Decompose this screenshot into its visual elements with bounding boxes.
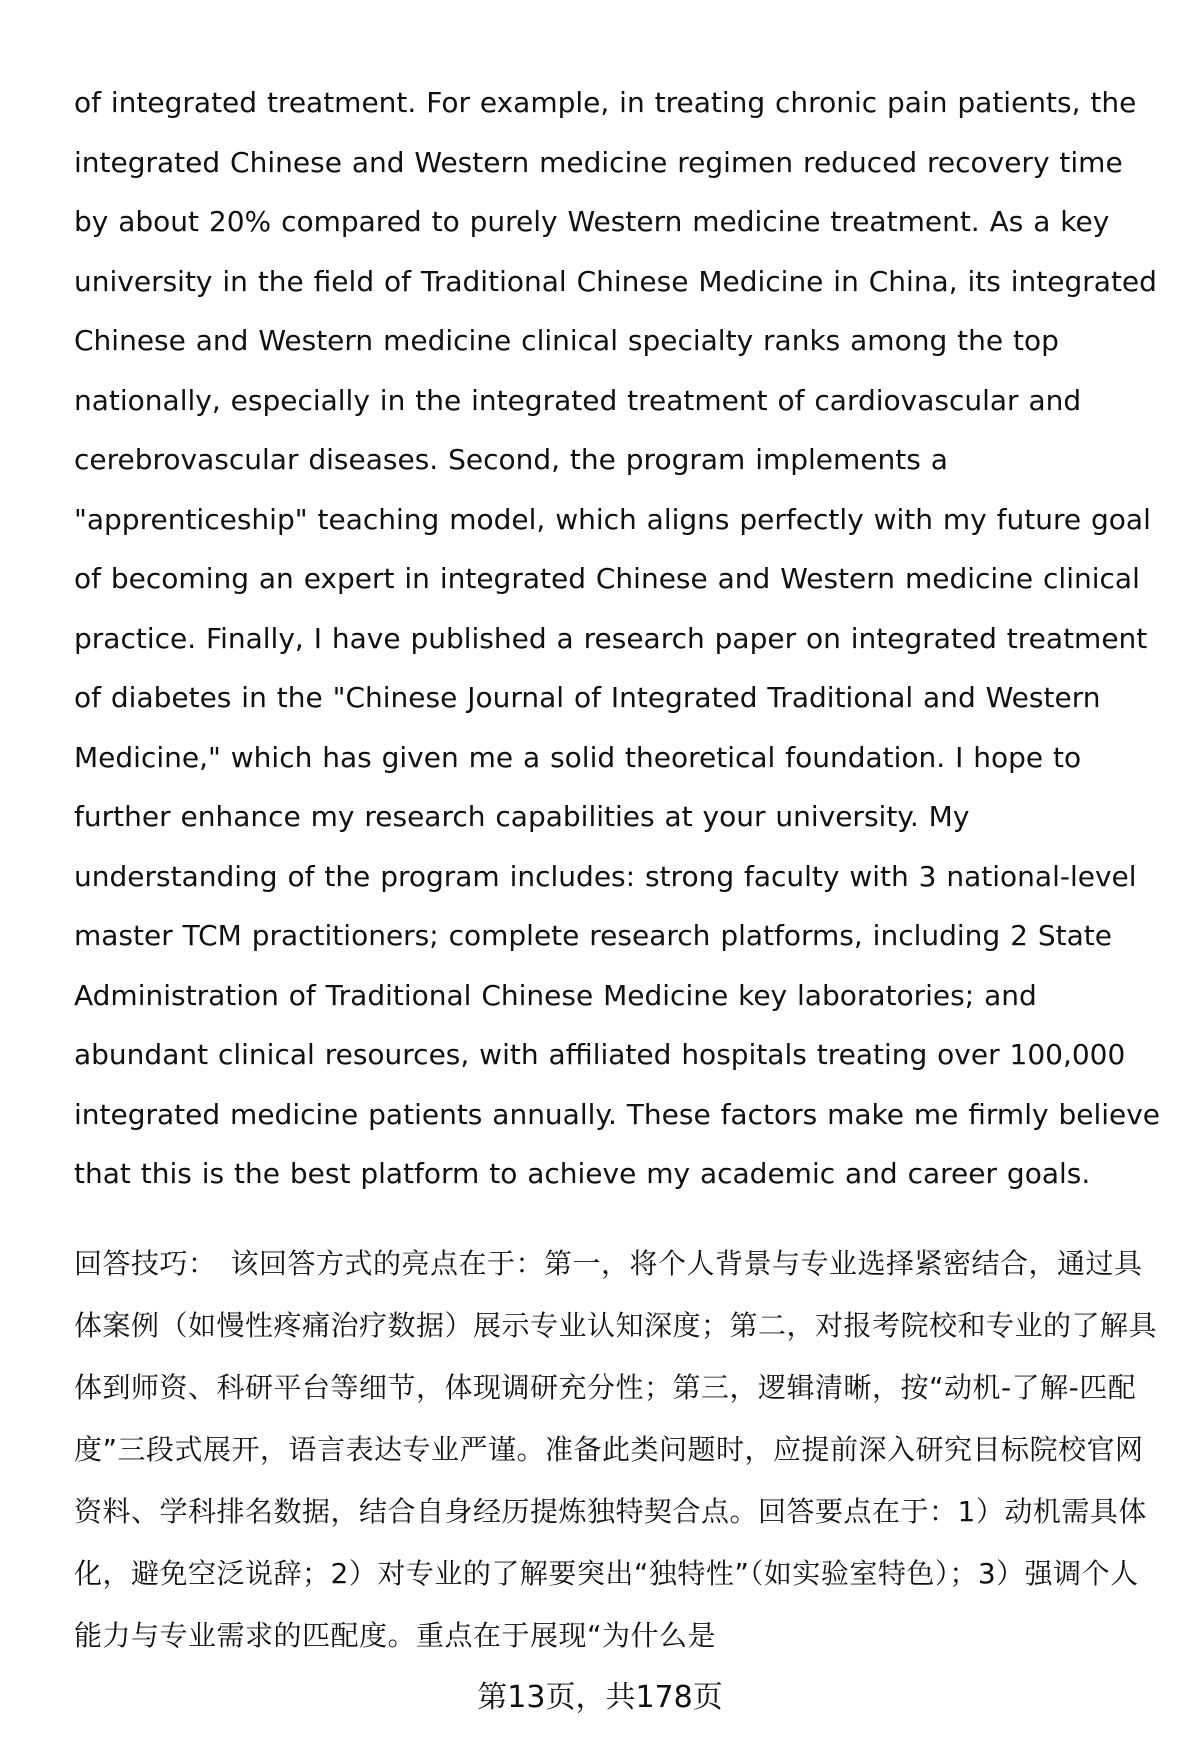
body-paragraph: of integrated treatment. For example, in treating chronic pain patients, the integrated Chinese and Western medicine regimen reduced recovery time by about 20% compared to purely Western medicine treatment. As a key university in the field of Traditional Chinese Medicine in China, its integrated Chinese and Western medicine clinical specialty ranks among the top nationally, especially in the integrated treatment of cardiovascular and cerebrovascular diseases. Second, the program implements a "apprenticeship" teaching model, which aligns perfectly with my future goal of becoming an expert in integrated Chinese and Western medicine clinical practice. Finally, I have published a research paper on integrated treatment of diabetes in the "Chinese Journal of Integrated Traditional and Western Medicine," which has given me a solid theoretical foundation. I hope to further enhance my research capabilities at your university. My understanding of the program includes: strong faculty with 3 national-level master TCM practitioners; complete research platforms, including 2 State Administration of Traditional Chinese Medicine key laboratories; and abundant clinical resources, with affiliated hospitals treating over 100,000 integrated medicine patients annually. These factors make me firmly believe that this is the best platform to achieve my academic and career goals.	[74, 86, 1161, 1190]
answer-tips-paragraph	[74, 1233, 1164, 1667]
answer-tips-label: 回答技巧：	[74, 1247, 217, 1280]
page-number-footer: 第13页，共178页	[477, 1680, 723, 1715]
answer-tips-content: 该回答方式的亮点在于：第一，将个人背景与专业选择紧密结合，通过具体案例（如慢性疼痛治疗数据）展示专业认知深度；第二，对报考院校和专业的了解具体到师资、科研平台等细节，体现调研充分性；第三，逻辑清晰，按“动机-了解-匹配度”三段式展开，语言表达专业严谨。准备此类问题时，应提前深入研究目标院校官网资料、学科排名数据，结合自身经历提炼独特契合点。回答要点在于：1）动机需具体化，避免空泛说辞；2）对专业的了解要突出“独特性”（如实验室特色）；3）强调个人能力与专业需求的匹配度。重点在于展现“为什么是	[74, 1247, 1158, 1652]
